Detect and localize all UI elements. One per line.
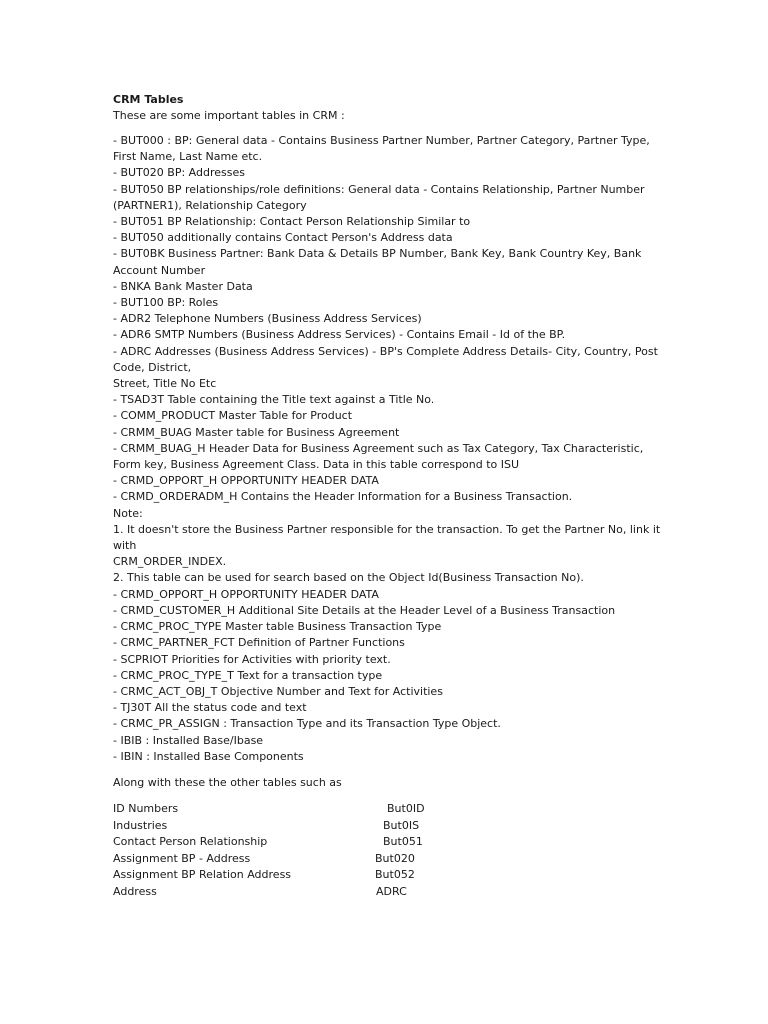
row-code: But052 xyxy=(375,868,415,882)
additional-tables xyxy=(113,801,658,900)
list-line: 2. This table can be used for search based on the Object Id(Business Transaction No). xyxy=(113,571,584,585)
list-line: Note: xyxy=(113,506,143,520)
list-line: - CRMC_PROC_TYPE_T Text for a transaction type xyxy=(113,668,383,682)
list-line: - TSAD3T Table containing the Title text against a Title No. xyxy=(113,393,435,407)
list-line: (PARTNER1), Relationship Category xyxy=(113,198,307,212)
list-line: - BUT000 : BP: General data - Contains Business Partner Number, Partner Category, Partner Type, xyxy=(113,134,650,147)
list-line: Street, Title No Etc xyxy=(113,377,217,391)
table-row xyxy=(113,834,658,851)
spacer xyxy=(113,765,658,775)
table-row xyxy=(113,867,658,884)
list-line: - IBIN : Installed Base Components xyxy=(113,749,304,763)
list-line: - CRMC_PR_ASSIGN : Transaction Type and its Transaction Type Object. xyxy=(113,717,501,731)
list-line: - BUT051 BP Relationship: Contact Person Relationship Similar to xyxy=(113,215,471,229)
list-line: - BUT0BK Business Partner: Bank Data & Details BP Number, Bank Key, Bank Country Key, Bank xyxy=(113,247,642,261)
list-line: - CRMD_OPPORT_H OPPORTUNITY HEADER DATA xyxy=(113,474,379,488)
list-line: - BUT050 BP relationships/role definitions: General data - Contains Relationship, Partner Number xyxy=(113,182,645,196)
list-line: - BUT050 additionally contains Contact Person's Address data xyxy=(113,231,453,245)
list-line: - CRMC_PROC_TYPE Master table Business Transaction Type xyxy=(113,620,442,634)
list-line: - CRMC_PARTNER_FCT Definition of Partner Functions xyxy=(113,636,405,650)
list-line: - CRMM_BUAG_H Header Data for Business Agreement such as Tax Category, Tax Characteristic, xyxy=(113,441,644,455)
row-label: Address xyxy=(113,884,157,898)
intro-text: These are some important tables in CRM : xyxy=(113,109,345,122)
table-row xyxy=(113,818,658,835)
list-line: - CRMD_ORDERADM_H Contains the Header Information for a Business Transaction. xyxy=(113,490,573,504)
table-row xyxy=(113,801,658,818)
row-label: Contact Person Relationship xyxy=(113,835,268,849)
list-line: First Name, Last Name etc. xyxy=(113,150,263,164)
list-line: - ADR6 SMTP Numbers (Business Address Services) - Contains Email - Id of the BP. xyxy=(113,328,566,342)
row-code: But0ID xyxy=(387,802,425,816)
list-line: - BNKA Bank Master Data xyxy=(113,279,253,293)
row-code: ADRC xyxy=(376,884,407,898)
list-line: - BUT100 BP: Roles xyxy=(113,296,219,310)
list-line: - COMM_PRODUCT Master Table for Product xyxy=(113,409,353,423)
document-page xyxy=(113,92,661,900)
document-title: CRM Tables xyxy=(113,93,184,106)
list-line: - BUT020 BP: Addresses xyxy=(113,166,245,180)
row-label: Assignment BP Relation Address xyxy=(113,868,292,882)
list-line: - CRMM_BUAG Master table for Business Agreement xyxy=(113,425,400,439)
list-line: - CRMD_OPPORT_H OPPORTUNITY HEADER DATA xyxy=(113,587,379,601)
table-row xyxy=(113,884,658,901)
row-label: Assignment BP - Address xyxy=(113,851,251,865)
list-line: Account Number xyxy=(113,263,206,277)
list-line: Form key, Business Agreement Class. Data in this table correspond to ISU xyxy=(113,458,520,472)
list-line: - TJ30T All the status code and text xyxy=(113,701,307,715)
row-label: Industries xyxy=(113,818,168,832)
list-line: 1. It doesn't store the Business Partner responsible for the transaction. To get the Partner No, link it xyxy=(113,522,661,536)
list-line: - CRMD_CUSTOMER_H Additional Site Details at the Header Level of a Business Transaction xyxy=(113,603,616,617)
row-code: But051 xyxy=(383,835,423,849)
row-code: But0IS xyxy=(383,818,420,832)
list-line: Code, District, xyxy=(113,360,192,374)
list-line: - IBIB : Installed Base/Ibase xyxy=(113,733,264,747)
list-line: - CRMC_ACT_OBJ_T Objective Number and Text for Activities xyxy=(113,684,443,698)
list-line: - SCPRIOT Priorities for Activities with priority text. xyxy=(113,652,391,666)
table-row xyxy=(113,851,658,868)
list-line: - ADRC Addresses (Business Address Services) - BP's Complete Address Details- City, Country, Post xyxy=(113,344,658,358)
list-line: CRM_ORDER_INDEX. xyxy=(113,555,227,569)
row-code: But020 xyxy=(375,851,415,865)
list-line: - ADR2 Telephone Numbers (Business Address Services) xyxy=(113,312,422,326)
table-list xyxy=(113,133,661,765)
outro-text: Along with these the other tables such as xyxy=(113,775,342,789)
row-label: ID Numbers xyxy=(113,802,179,816)
list-line: with xyxy=(113,539,137,553)
